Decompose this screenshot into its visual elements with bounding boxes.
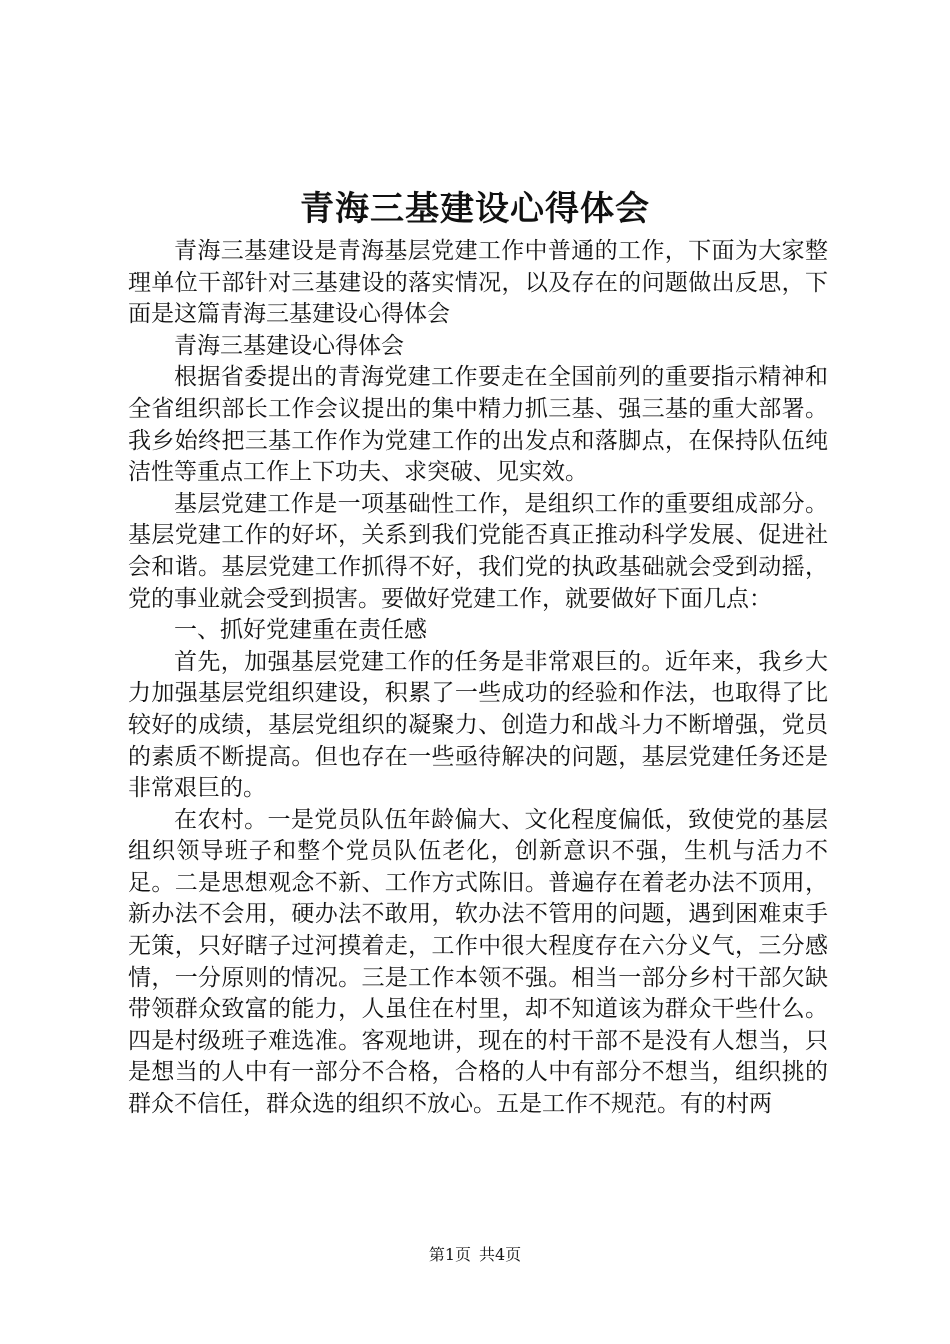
paragraph-2: 基层党建工作是一项基础性工作，是组织工作的重要组成部分。基层党建工作的好坏，关系到我们党能否真正推动科学发展、促进社会和谐。基层党建工作抓得不好，我们党的执政基础就会受到动摇，党的事业就会受到损害。要做好党建工作，就要做好下面几点： [128,490,828,612]
paragraph-3: 首先，加强基层党建工作的任务是非常艰巨的。近年来，我乡大力加强基层党组织建设，积累了一些成功的经验和作法，也取得了比较好的成绩，基层党组织的凝聚力、创造力和战斗力不断增强，党员的素质不断提高。但也存在一些亟待解决的问题，基层党建任务还是非常艰巨的。 [128,648,828,802]
document-body [128,236,828,1121]
document-title: 青海三基建设心得体会 [300,189,650,229]
section-heading-1: 一、抓好党建重在责任感 [174,617,427,644]
page-number: 第1页 [428,1245,471,1264]
paragraph-4: 在农村。一是党员队伍年龄偏大、文化程度偏低，致使党的基层组织领导班子和整个党员队伍老化，创新意识不强，生机与活力不足。二是思想观念不新、工作方式陈旧。普遍存在着老办法不顶用，新办法不会用，硬办法不敢用，软办法不管用的问题，遇到困难束手无策，只好瞎子过河摸着走，工作中很大程度存在六分义气，三分感情，一分原则的情况。三是工作本领不强。相当一部分乡村干部欠缺带领群众致富的能力，人虽住在村里，却不知道该为群众干些什么。四是村级班子难选准。客观地讲，现在的村干部不是没有人想当，只是想当的人中有一部分不合格，合格的人中有部分不想当，组织挑的群众不信任，群众选的组织不放心。五是工作不规范。有的村两 [128,806,828,1118]
paragraph-intro: 青海三基建设是青海基层党建工作中普通的工作，下面为大家整理单位干部针对三基建设的落实情况，以及存在的问题做出反思，下面是这篇青海三基建设心得体会 [128,238,828,328]
page-footer [0,1244,950,1266]
paragraph-subtitle: 青海三基建设心得体会 [174,332,404,359]
paragraph-1: 根据省委提出的青海党建工作要走在全国前列的重要指示精神和全省组织部长工作会议提出的集中精力抓三基、强三基的重大部署。我乡始终把三基工作作为党建工作的出发点和落脚点，在保持队伍纯洁性等重点工作上下功夫、求突破、见实效。 [128,364,828,486]
page-total: 共4页 [479,1245,522,1264]
